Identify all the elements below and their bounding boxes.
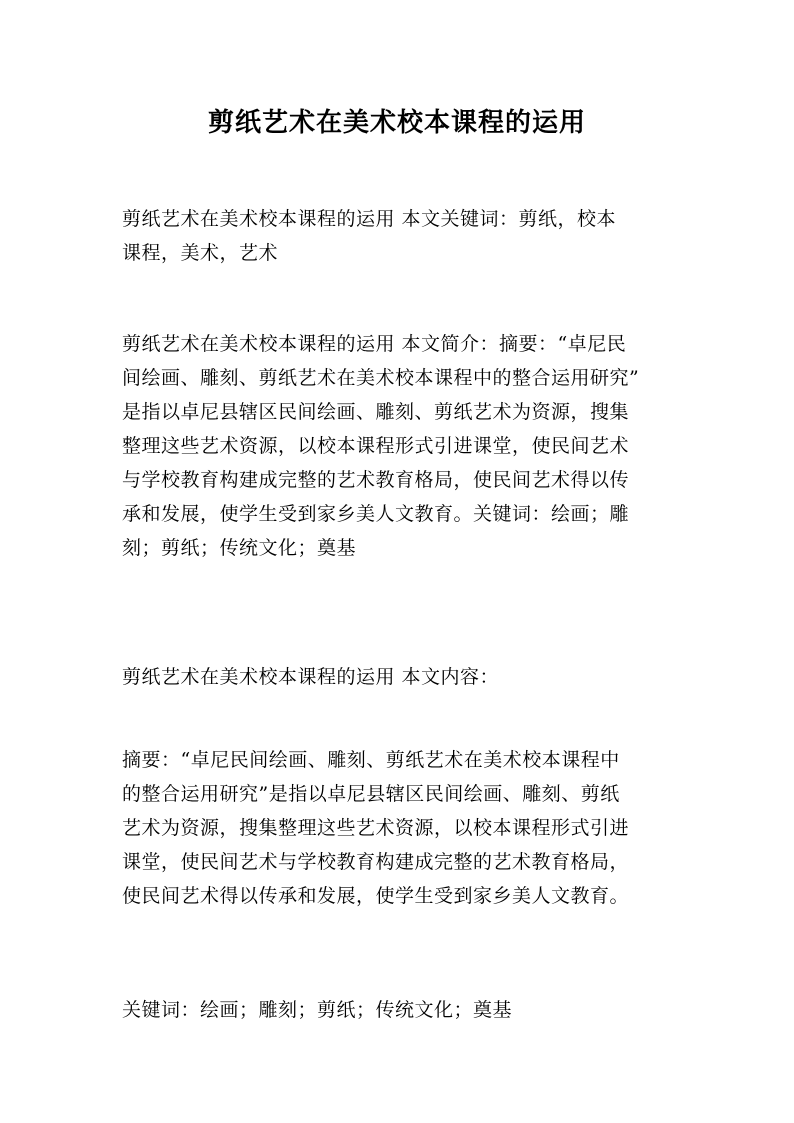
text-line: 剪纸艺术在美术校本课程的运用 本文简介：摘要：“卓尼民 bbox=[122, 333, 627, 355]
final-keywords-paragraph bbox=[122, 993, 682, 1027]
text-line: 剪纸艺术在美术校本课程的运用 本文内容： bbox=[122, 666, 500, 688]
keywords-paragraph bbox=[122, 202, 682, 270]
text-line: 是指以卓尼县辖区民间绘画、雕刻、剪纸艺术为资源，搜集 bbox=[122, 401, 630, 423]
text-line: 课程，美术，艺术 bbox=[122, 242, 279, 264]
document-title: 剪纸艺术在美术校本课程的运用 bbox=[207, 108, 586, 138]
text-line: 与学校教育构建成完整的艺术教育格局，使民间艺术得以传 bbox=[122, 469, 630, 491]
text-line: 剪纸艺术在美术校本课程的运用 本文关键词：剪纸，校本 bbox=[122, 208, 617, 230]
content-heading-paragraph bbox=[122, 660, 682, 694]
text-line: 艺术为资源，搜集整理这些艺术资源，以校本课程形式引进 bbox=[122, 817, 630, 839]
text-line: 刻；剪纸；传统文化；奠基 bbox=[122, 537, 357, 559]
text-line: 承和发展，使学生受到家乡美人文教育。关键词：绘画；雕 bbox=[122, 503, 630, 525]
text-line: 使民间艺术得以传承和发展，使学生受到家乡美人文教育。 bbox=[122, 885, 630, 907]
text-line: 课堂，使民间艺术与学校教育构建成完整的艺术教育格局， bbox=[122, 851, 630, 873]
text-line: 的整合运用研究”是指以卓尼县辖区民间绘画、雕刻、剪纸 bbox=[122, 783, 620, 805]
summary-paragraph bbox=[122, 327, 682, 565]
text-line: 整理这些艺术资源，以校本课程形式引进课堂，使民间艺术 bbox=[122, 435, 630, 457]
text-line: 间绘画、雕刻、剪纸艺术在美术校本课程中的整合运用研究” bbox=[122, 367, 640, 389]
text-line: 关键词：绘画；雕刻；剪纸；传统文化；奠基 bbox=[122, 999, 513, 1021]
text-line: 摘要：“卓尼民间绘画、雕刻、剪纸艺术在美术校本课程中 bbox=[122, 749, 620, 771]
abstract-paragraph bbox=[122, 743, 682, 913]
